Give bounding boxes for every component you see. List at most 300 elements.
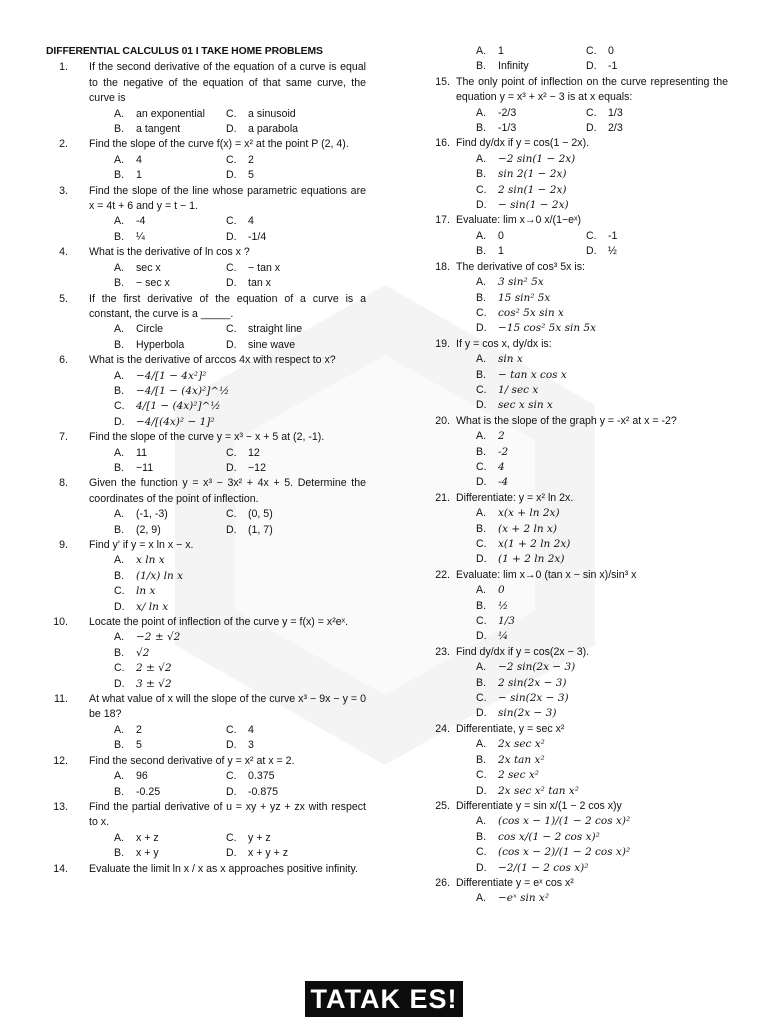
answer-option [114, 831, 226, 846]
answer-option [476, 737, 728, 752]
option-letter: B. [114, 569, 125, 582]
answer-option [226, 230, 366, 245]
option-text: 96 [136, 770, 148, 783]
option-text: x(x + ln 2x) [498, 507, 560, 520]
option-letter: B. [476, 676, 487, 689]
question-text: Evaluate: lim x→0 (tan x − sin x)/sin³ x [456, 568, 637, 581]
answer-option [476, 44, 586, 59]
answer-option [476, 891, 728, 906]
option-text: 4/[1 − (4x)²]^½ [136, 400, 221, 413]
option-text: sine wave [248, 338, 296, 351]
answer-option [226, 831, 366, 846]
answer-option [476, 830, 728, 845]
option-letter: A. [476, 106, 487, 119]
answer-option [476, 368, 728, 383]
question-text: The only point of inflection on the curve representing the equation y = x³ + x² − 3 is at x equals: [456, 75, 728, 104]
option-letter: D. [586, 245, 597, 258]
answer-option [114, 276, 226, 291]
option-letter: A. [476, 276, 487, 289]
answer-option [114, 569, 366, 584]
question-text: Find the slope of the line whose parametric equations are x = 4t + 6 and y = t − 1. [89, 184, 366, 213]
answer-option [114, 661, 366, 676]
answer-option [114, 584, 366, 599]
question-text: What is the derivative of ln cos x ? [89, 246, 250, 259]
option-letter: B. [476, 122, 487, 135]
option-letter: D. [226, 123, 237, 136]
option-text: 3 [248, 739, 254, 752]
option-letter: C. [476, 615, 487, 628]
answer-option [476, 583, 728, 598]
option-text: − sin(1 − 2x) [498, 199, 569, 212]
option-letter: A. [476, 738, 487, 751]
option-letter: C. [476, 183, 487, 196]
option-text: 1/3 [608, 106, 623, 119]
option-text: 1 [498, 45, 504, 57]
question-text: Find the slope of the curve f(x) = x² at the point P (2, 4). [89, 138, 349, 151]
answer-option [476, 522, 728, 537]
question-text: Given the function y = x³ − 3x² + 4x + 5. Determine the coordinates of the point of inflection. [89, 477, 366, 505]
option-letter: B. [114, 739, 125, 752]
option-text: 4 [248, 723, 254, 736]
option-letter: A. [114, 508, 125, 521]
option-text: 4 [248, 215, 254, 228]
question-item [46, 538, 366, 615]
option-letter: B. [476, 599, 487, 612]
answer-option [226, 446, 366, 461]
option-letter: A. [476, 661, 487, 674]
option-letter: C. [226, 153, 237, 166]
answer-option [476, 183, 728, 198]
option-letter: A. [114, 323, 125, 336]
question-text: Find dy/dx if y = cos(1 − 2x). [456, 137, 590, 150]
option-text: -4 [136, 215, 146, 228]
question-item [428, 645, 728, 722]
question-number: 15. [435, 75, 450, 88]
option-text: 4 [136, 153, 142, 166]
option-text: -2 [498, 445, 509, 458]
answer-option [476, 660, 728, 675]
option-text: -2/3 [498, 106, 517, 119]
option-letter: A. [114, 215, 125, 228]
answer-option [114, 261, 226, 276]
option-letter: D. [476, 630, 487, 643]
option-text: (x + 2 ln x) [498, 522, 557, 535]
answer-option [226, 168, 366, 183]
option-text: Circle [136, 323, 164, 336]
answer-option [114, 630, 366, 645]
answer-option [476, 475, 728, 490]
question-item [46, 862, 366, 877]
question-text: Evaluate the limit ln x / x as x approaches positive infinity. [89, 862, 358, 875]
option-letter: C. [226, 770, 237, 783]
option-text: sin x [498, 353, 523, 366]
option-text: 2 sin(2x − 3) [498, 676, 567, 689]
option-letter: B. [476, 60, 487, 73]
option-letter: C. [226, 446, 237, 459]
question-number: 11. [54, 693, 68, 706]
option-text: (cos x − 2)/(1 − 2 cos x)² [498, 846, 631, 859]
left-question-list [46, 60, 366, 877]
answer-option [476, 614, 728, 629]
answer-option [476, 629, 728, 644]
option-letter: C. [226, 831, 237, 844]
option-text: 4 [498, 460, 505, 473]
option-letter: C. [476, 306, 487, 319]
option-letter: B. [114, 847, 125, 860]
question-number: 5. [59, 292, 68, 305]
question-item [46, 430, 366, 476]
answer-option [114, 600, 366, 615]
option-letter: B. [114, 277, 125, 290]
question-text: Differentiate y = eˣ cos x² [456, 876, 574, 889]
option-letter: B. [476, 753, 487, 766]
answer-option [476, 321, 728, 336]
question-item [46, 692, 366, 754]
option-letter: A. [114, 631, 125, 644]
answer-option [226, 785, 366, 800]
option-text: 5 [248, 169, 254, 182]
option-text: 2 sec x² [498, 769, 539, 782]
question-item [428, 799, 728, 876]
option-letter: B. [114, 384, 125, 397]
question-text: Differentiate: y = x² ln 2x. [456, 491, 574, 504]
option-letter: A. [114, 153, 125, 166]
option-letter: C. [114, 662, 125, 675]
answer-option [476, 167, 728, 182]
answer-option [226, 261, 366, 276]
question-text: At what value of x will the slope of the curve x³ − 9x − y = 0 be 18? [89, 693, 366, 721]
option-text: −11 [136, 461, 154, 474]
option-text: √2 [136, 646, 150, 659]
option-text: 1/3 [498, 615, 515, 628]
question-item [46, 245, 366, 291]
option-text: x + y [136, 847, 159, 860]
option-letter: D. [114, 415, 125, 428]
answer-option [114, 168, 226, 183]
answer-option [226, 322, 366, 337]
answer-option [476, 198, 728, 213]
question-number: 20. [435, 414, 450, 427]
option-text: 2x sec x² tan x² [498, 784, 579, 797]
answer-option [114, 415, 366, 430]
option-letter: D. [114, 600, 125, 613]
question-text: Differentiate y = sin x/(1 − 2 cos x)y [456, 799, 622, 812]
answer-option [476, 429, 728, 444]
option-letter: D. [476, 399, 487, 412]
answer-option [114, 507, 226, 522]
option-text: 2 [248, 153, 254, 166]
right-column [428, 44, 728, 907]
question-number: 7. [59, 431, 68, 444]
option-letter: C. [226, 508, 237, 521]
answer-option [114, 461, 226, 476]
option-text: a parabola [248, 123, 299, 136]
question-text: Differentiate, y = sec x² [456, 722, 565, 735]
question-number: 25. [435, 799, 450, 812]
answer-option [114, 338, 226, 353]
answer-option [476, 784, 728, 799]
answer-option [114, 369, 366, 384]
answer-option [476, 291, 728, 306]
question-text: What is the derivative of arccos 4x with respect to x? [89, 354, 336, 367]
option-letter: A. [114, 261, 125, 274]
question-number: 17. [435, 214, 450, 227]
question-item [428, 337, 728, 414]
answer-option [114, 553, 366, 568]
option-letter: B. [114, 461, 125, 474]
option-text: ln x [136, 585, 156, 598]
answer-option [114, 723, 226, 738]
answer-option [476, 768, 728, 783]
answer-option [476, 152, 728, 167]
question-text: If the second derivative of the equation of a curve is equal to the negative of the equation of that same curve, the curve is [89, 61, 366, 105]
option-text: ½ [498, 599, 509, 612]
question-item [428, 75, 728, 137]
option-text: sin(2x − 3) [498, 707, 557, 720]
question-number: 4. [59, 246, 68, 259]
option-text: ½ [608, 245, 617, 258]
option-text: 15 sin² 5x [498, 291, 551, 304]
option-letter: B. [476, 245, 487, 258]
option-text: an exponential [136, 107, 205, 120]
option-letter: C. [476, 460, 487, 473]
question-number: 23. [435, 645, 450, 658]
option-text: sin 2(1 − 2x) [498, 168, 567, 181]
answer-option [476, 398, 728, 413]
answer-option [476, 106, 586, 121]
answer-option [476, 383, 728, 398]
option-text: 3 sin² 5x [498, 276, 544, 289]
option-text: − tan x cos x [498, 368, 567, 381]
question-text: Find y' if y = x ln x − x. [89, 539, 194, 551]
option-text: − sin(2x − 3) [498, 692, 569, 705]
option-letter: A. [114, 369, 125, 382]
option-letter: D. [226, 847, 237, 860]
answer-option [476, 306, 728, 321]
answer-option [114, 738, 226, 753]
answer-option [476, 229, 586, 244]
question-number: 14. [53, 862, 68, 875]
answer-option [226, 153, 366, 168]
option-text: -1 [608, 229, 618, 242]
option-letter: C. [226, 261, 237, 274]
left-column [46, 44, 366, 877]
answer-option [476, 861, 728, 876]
question-text: What is the slope of the graph y = -x² at x = -2? [456, 414, 677, 427]
option-letter: A. [114, 554, 125, 567]
question-item [46, 353, 366, 430]
answer-option [226, 523, 366, 538]
option-letter: D. [476, 322, 487, 335]
question-item [46, 754, 366, 800]
option-letter: A. [114, 831, 125, 844]
option-letter: A. [114, 723, 125, 736]
option-text: sec x [136, 261, 161, 274]
option-text: x ln x [136, 554, 165, 567]
question-number: 10. [53, 616, 68, 629]
option-letter: C. [114, 400, 125, 413]
option-letter: B. [476, 445, 487, 458]
option-text: tan x [248, 277, 271, 290]
answer-option [586, 44, 728, 59]
option-text: 5 [136, 739, 142, 752]
option-letter: D. [226, 169, 237, 182]
answer-option [226, 769, 366, 784]
option-text: x/ ln x [136, 600, 169, 613]
answer-option [114, 846, 226, 861]
question-number: 3. [59, 184, 68, 197]
question-item [428, 491, 728, 568]
question-item [428, 136, 728, 213]
question-item [46, 476, 366, 538]
option-text: − sec x [136, 277, 170, 290]
answer-option [226, 846, 366, 861]
answer-option [114, 399, 366, 414]
question-number: 26. [435, 876, 450, 889]
option-letter: D. [226, 461, 237, 474]
option-text: 0 [498, 584, 505, 597]
question-item [428, 876, 728, 907]
answer-option [226, 738, 366, 753]
question-text: If y = cos x, dy/dx is: [456, 337, 552, 350]
option-text: −2/(1 − 2 cos x)² [498, 861, 589, 874]
option-text: (cos x − 1)/(1 − 2 cos x)² [498, 815, 631, 828]
option-letter: A. [114, 446, 125, 459]
option-text: 0 [608, 45, 614, 57]
option-text: a sinusoid [248, 107, 296, 120]
option-text: 2x tan x² [498, 753, 545, 766]
option-letter: B. [476, 368, 487, 381]
answer-option [114, 646, 366, 661]
option-text: x + y + z [248, 847, 289, 860]
option-text: 2 [136, 723, 142, 736]
question-number: 6. [59, 354, 68, 367]
answer-option [114, 384, 366, 399]
question-item [46, 184, 366, 246]
option-letter: A. [476, 353, 487, 366]
answer-option [114, 214, 226, 229]
answer-option [226, 107, 366, 122]
option-text: ¼ [136, 230, 145, 243]
option-letter: D. [114, 677, 125, 690]
question-item [428, 213, 728, 259]
option-letter: D. [476, 476, 487, 489]
answer-option [476, 352, 728, 367]
question-item [428, 260, 728, 337]
page-title: DIFFERENTIAL CALCULUS 01 I TAKE HOME PROBLEMS [46, 46, 323, 57]
option-text: 2 [498, 430, 505, 443]
question-item [46, 800, 366, 862]
option-letter: B. [476, 291, 487, 304]
question-item [46, 615, 366, 692]
answer-option [114, 122, 226, 137]
question-item [428, 414, 728, 491]
answer-option [586, 244, 728, 259]
option-letter: B. [114, 523, 125, 536]
option-text: 0 [498, 229, 504, 242]
option-text: (-1, -3) [136, 508, 168, 521]
option-text: 12 [248, 446, 260, 459]
option-letter: C. [226, 723, 237, 736]
question-text: Find dy/dx if y = cos(2x − 3). [456, 645, 590, 658]
option-text: -4 [498, 476, 509, 489]
answer-option [114, 677, 366, 692]
option-text: (1 + 2 ln 2x) [498, 553, 565, 566]
option-letter: B. [114, 785, 125, 798]
option-text: −4/[1 − 4x²]² [136, 369, 207, 382]
option-letter: D. [226, 523, 237, 536]
answer-option [114, 446, 226, 461]
option-letter: A. [476, 229, 487, 242]
option-text: −4/[(4x)² − 1]² [136, 415, 215, 428]
option-text: ¼ [498, 630, 509, 643]
option-letter: D. [476, 707, 487, 720]
option-letter: A. [476, 45, 487, 57]
option-text: −2 sin(1 − 2x) [498, 152, 576, 165]
answer-option [226, 122, 366, 137]
option-letter: C. [114, 585, 125, 598]
answer-option [114, 107, 226, 122]
option-letter: C. [476, 692, 487, 705]
option-letter: A. [476, 152, 487, 165]
answer-option [476, 691, 728, 706]
question-number: 8. [59, 477, 68, 490]
option-text: 2/3 [608, 122, 623, 135]
answer-option [226, 338, 366, 353]
option-letter: C. [586, 45, 597, 57]
question-text: If the first derivative of the equation of a curve is a constant, the curve is a _____. [89, 292, 366, 320]
option-letter: B. [476, 522, 487, 535]
answer-option [114, 230, 226, 245]
answer-option [476, 814, 728, 829]
question-number: 16. [435, 137, 450, 150]
answer-option [476, 537, 728, 552]
option-text: 2 sin(1 − 2x) [498, 183, 567, 196]
option-text: 2x sec x² [498, 738, 545, 751]
answer-option [476, 845, 728, 860]
option-text: x(1 + 2 ln 2x) [498, 538, 571, 550]
answer-option [114, 785, 226, 800]
option-text: -1/4 [248, 230, 267, 243]
option-letter: C. [476, 769, 487, 782]
option-letter: C. [476, 846, 487, 859]
option-letter: D. [226, 338, 237, 351]
option-letter: C. [226, 107, 237, 120]
answer-option [476, 445, 728, 460]
answer-option [226, 461, 366, 476]
answer-option [476, 676, 728, 691]
question-item [428, 722, 728, 799]
option-text: 0.375 [248, 770, 275, 783]
option-text: x + z [136, 831, 159, 844]
answer-option [226, 723, 366, 738]
answer-option [476, 59, 586, 74]
option-text: y + z [248, 831, 271, 844]
question-number: 19. [435, 337, 450, 350]
option-letter: A. [476, 430, 487, 443]
question-item [46, 137, 366, 183]
option-text: −2 sin(2x − 3) [498, 661, 576, 674]
option-text: (1/x) ln x [136, 569, 184, 582]
question-number: 12. [53, 754, 68, 767]
question-text: The derivative of cos³ 5x is: [456, 260, 585, 273]
answer-option [226, 507, 366, 522]
question-item [46, 60, 366, 137]
option-letter: C. [226, 323, 237, 336]
question-item [428, 44, 728, 75]
answer-option [114, 153, 226, 168]
answer-option [586, 121, 728, 136]
